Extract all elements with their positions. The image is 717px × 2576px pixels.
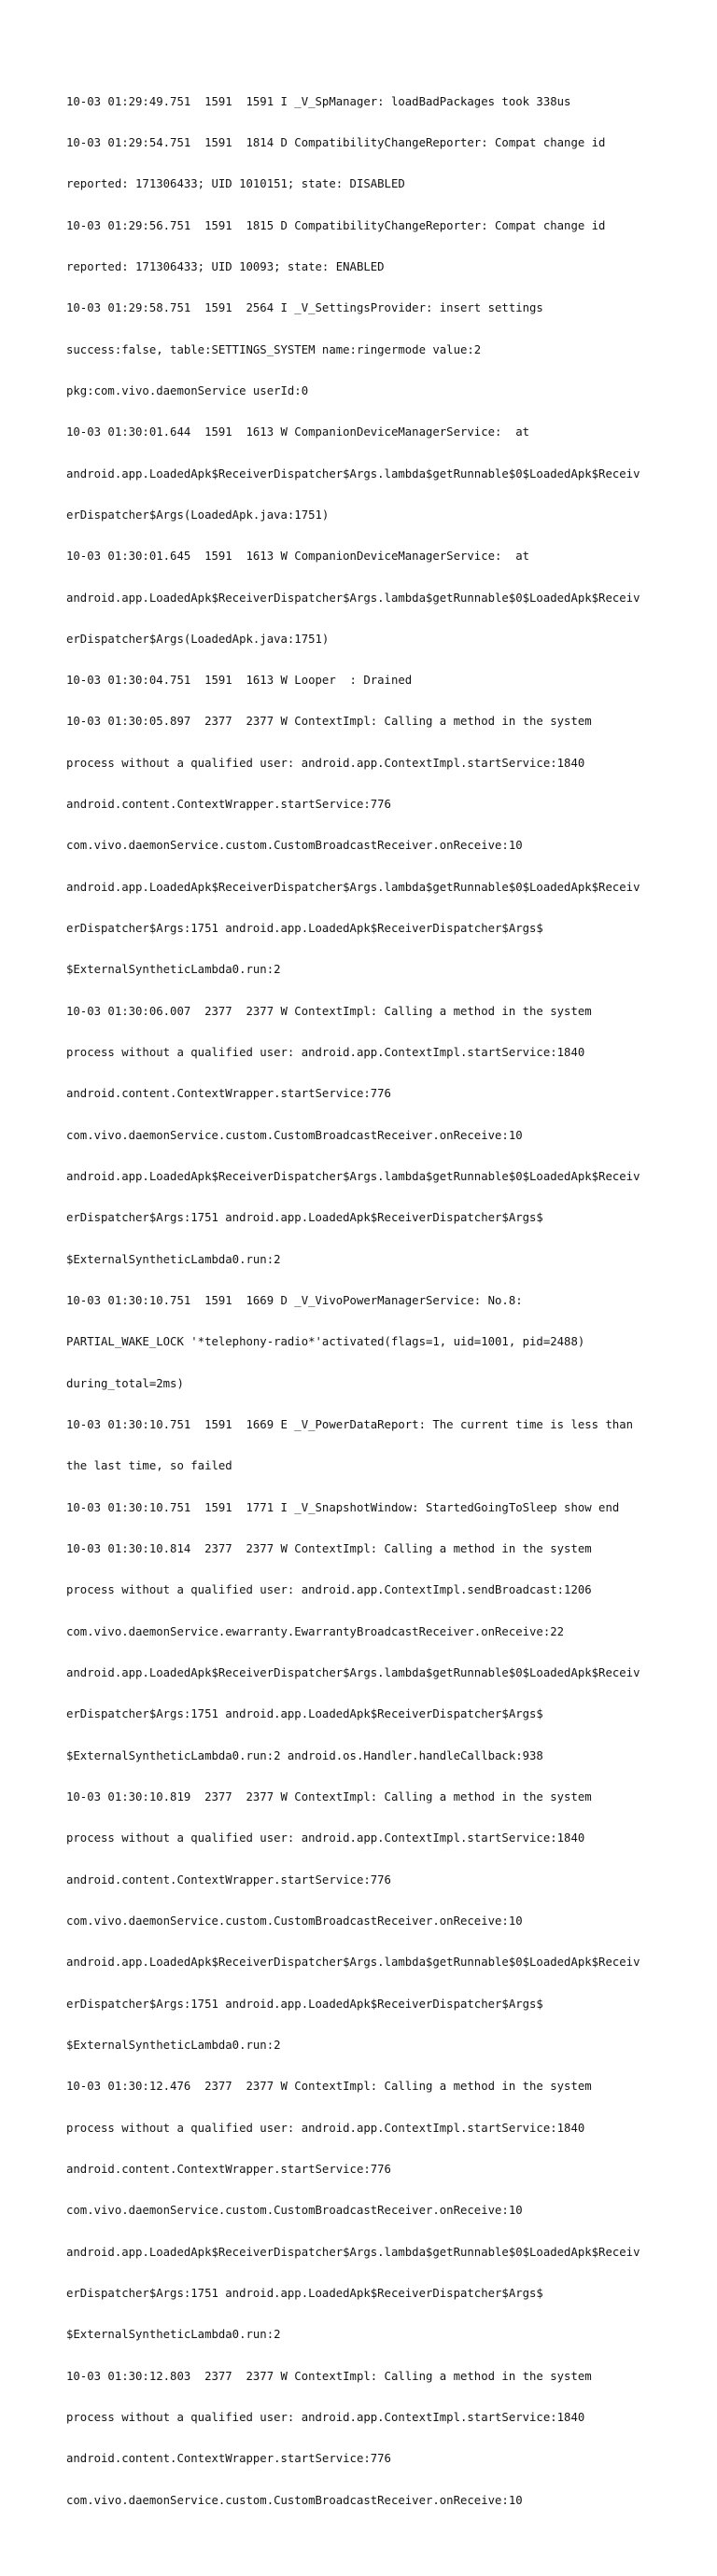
log-line: process without a qualified user: android.app.ContextImpl.startService:1840 [66, 2121, 585, 2135]
log-line: com.vivo.daemonService.custom.CustomBroadcastReceiver.onReceive:10 [66, 839, 523, 853]
log-line: PARTIAL_WAKE_LOCK '*telephony-radio*'activated(flags=1, uid=1001, pid=2488) [66, 1335, 585, 1349]
log-line: android.app.LoadedApk$ReceiverDispatcher$Args.lambda$getRunnable$0$LoadedApk$Receiv [66, 1666, 640, 1680]
log-line: process without a qualified user: android.app.ContextImpl.startService:1840 [66, 1046, 585, 1060]
log-line: process without a qualified user: android.app.ContextImpl.startService:1840 [66, 2410, 585, 2424]
log-line: the last time, so failed [66, 1459, 232, 1473]
log-line: erDispatcher$Args:1751 android.app.LoadedApk$ReceiverDispatcher$Args$ [66, 922, 543, 936]
log-line [66, 2535, 682, 2549]
log-text-block [66, 67, 682, 2576]
log-line: android.app.LoadedApk$ReceiverDispatcher$Args.lambda$getRunnable$0$LoadedApk$Receiv [66, 1956, 640, 1970]
log-line: $ExternalSyntheticLambda0.run:2 [66, 1252, 281, 1266]
log-line: pkg:com.vivo.daemonService userId:0 [66, 383, 309, 397]
log-line: com.vivo.daemonService.ewarranty.EwarrantyBroadcastReceiver.onReceive:22 [66, 1624, 565, 1638]
log-line: $ExternalSyntheticLambda0.run:2 [66, 2038, 281, 2052]
log-line: 10-03 01:29:49.751 1591 1591 I _V_SpManager: loadBadPackages took 338us [66, 94, 571, 108]
log-line: erDispatcher$Args:1751 android.app.LoadedApk$ReceiverDispatcher$Args$ [66, 2286, 543, 2300]
log-line: $ExternalSyntheticLambda0.run:2 [66, 2328, 281, 2342]
log-line: $ExternalSyntheticLambda0.run:2 android.os.Handler.handleCallback:938 [66, 1748, 543, 1762]
log-line: 10-03 01:30:10.751 1591 1669 D _V_VivoPowerManagerService: No.8: [66, 1294, 523, 1308]
log-line: com.vivo.daemonService.custom.CustomBroadcastReceiver.onReceive:10 [66, 2204, 523, 2218]
log-line: 10-03 01:30:10.819 2377 2377 W ContextImpl: Calling a method in the system [66, 1790, 592, 1804]
log-line: erDispatcher$Args:1751 android.app.LoadedApk$ReceiverDispatcher$Args$ [66, 1211, 543, 1225]
log-line: android.content.ContextWrapper.startService:776 [66, 2452, 391, 2466]
log-line: com.vivo.daemonService.custom.CustomBroadcastReceiver.onReceive:10 [66, 1128, 523, 1142]
log-line: erDispatcher$Args(LoadedApk.java:1751) [66, 508, 330, 522]
log-line: com.vivo.daemonService.custom.CustomBroadcastReceiver.onReceive:10 [66, 1915, 523, 1928]
log-line: 10-03 01:30:06.007 2377 2377 W ContextImpl: Calling a method in the system [66, 1004, 592, 1018]
log-line: 10-03 01:30:05.897 2377 2377 W ContextImpl: Calling a method in the system [66, 715, 592, 729]
log-line: 10-03 01:30:01.644 1591 1613 W CompanionDeviceManagerService: at [66, 425, 530, 439]
log-line: android.content.ContextWrapper.startService:776 [66, 798, 391, 812]
log-line: process without a qualified user: android.app.ContextImpl.startService:1840 [66, 1831, 585, 1845]
log-line: android.app.LoadedApk$ReceiverDispatcher$Args.lambda$getRunnable$0$LoadedApk$Receiv [66, 1170, 640, 1184]
log-line: android.content.ContextWrapper.startService:776 [66, 2162, 391, 2176]
log-line: erDispatcher$Args:1751 android.app.LoadedApk$ReceiverDispatcher$Args$ [66, 1997, 543, 2011]
log-line: android.content.ContextWrapper.startService:776 [66, 1087, 391, 1101]
log-line: com.vivo.daemonService.custom.CustomBroadcastReceiver.onReceive:10 [66, 2493, 523, 2507]
log-line: 10-03 01:30:10.751 1591 1771 I _V_SnapshotWindow: StartedGoingToSleep show end [66, 1500, 620, 1514]
log-line: android.app.LoadedApk$ReceiverDispatcher$Args.lambda$getRunnable$0$LoadedApk$Receiv [66, 466, 640, 480]
log-line: success:false, table:SETTINGS_SYSTEM name:ringermode value:2 [66, 342, 482, 356]
log-line: 10-03 01:29:54.751 1591 1814 D CompatibilityChangeReporter: Compat change id [66, 135, 606, 149]
log-line: $ExternalSyntheticLambda0.run:2 [66, 963, 281, 977]
log-line: 10-03 01:29:56.751 1591 1815 D CompatibilityChangeReporter: Compat change id [66, 218, 606, 232]
log-line: android.content.ContextWrapper.startService:776 [66, 1873, 391, 1887]
log-line: android.app.LoadedApk$ReceiverDispatcher$Args.lambda$getRunnable$0$LoadedApk$Receiv [66, 2245, 640, 2259]
log-line: reported: 171306433; UID 10093; state: ENABLED [66, 259, 385, 273]
log-line: erDispatcher$Args(LoadedApk.java:1751) [66, 632, 330, 646]
log-line: 10-03 01:30:10.814 2377 2377 W ContextImpl: Calling a method in the system [66, 1542, 592, 1556]
log-line: process without a qualified user: android.app.ContextImpl.startService:1840 [66, 756, 585, 770]
log-line: 10-03 01:30:01.645 1591 1613 W CompanionDeviceManagerService: at [66, 550, 530, 564]
log-line: android.app.LoadedApk$ReceiverDispatcher$Args.lambda$getRunnable$0$LoadedApk$Receiv [66, 591, 640, 605]
log-line: 10-03 01:30:12.803 2377 2377 W ContextImpl: Calling a method in the system [66, 2369, 592, 2383]
log-line: 10-03 01:30:04.751 1591 1613 W Looper : Drained [66, 674, 413, 688]
log-line: reported: 171306433; UID 1010151; state: DISABLED [66, 177, 405, 191]
log-line: 10-03 01:30:12.476 2377 2377 W ContextImpl: Calling a method in the system [66, 2080, 592, 2094]
log-line: during_total=2ms) [66, 1376, 184, 1390]
log-line: 10-03 01:30:10.751 1591 1669 E _V_PowerDataReport: The current time is less than [66, 1418, 634, 1432]
log-line: android.app.LoadedApk$ReceiverDispatcher$Args.lambda$getRunnable$0$LoadedApk$Receiv [66, 880, 640, 894]
log-line: erDispatcher$Args:1751 android.app.LoadedApk$ReceiverDispatcher$Args$ [66, 1707, 543, 1721]
log-line: 10-03 01:29:58.751 1591 2564 I _V_SettingsProvider: insert settings [66, 301, 543, 315]
log-line: process without a qualified user: android.app.ContextImpl.sendBroadcast:1206 [66, 1583, 592, 1597]
